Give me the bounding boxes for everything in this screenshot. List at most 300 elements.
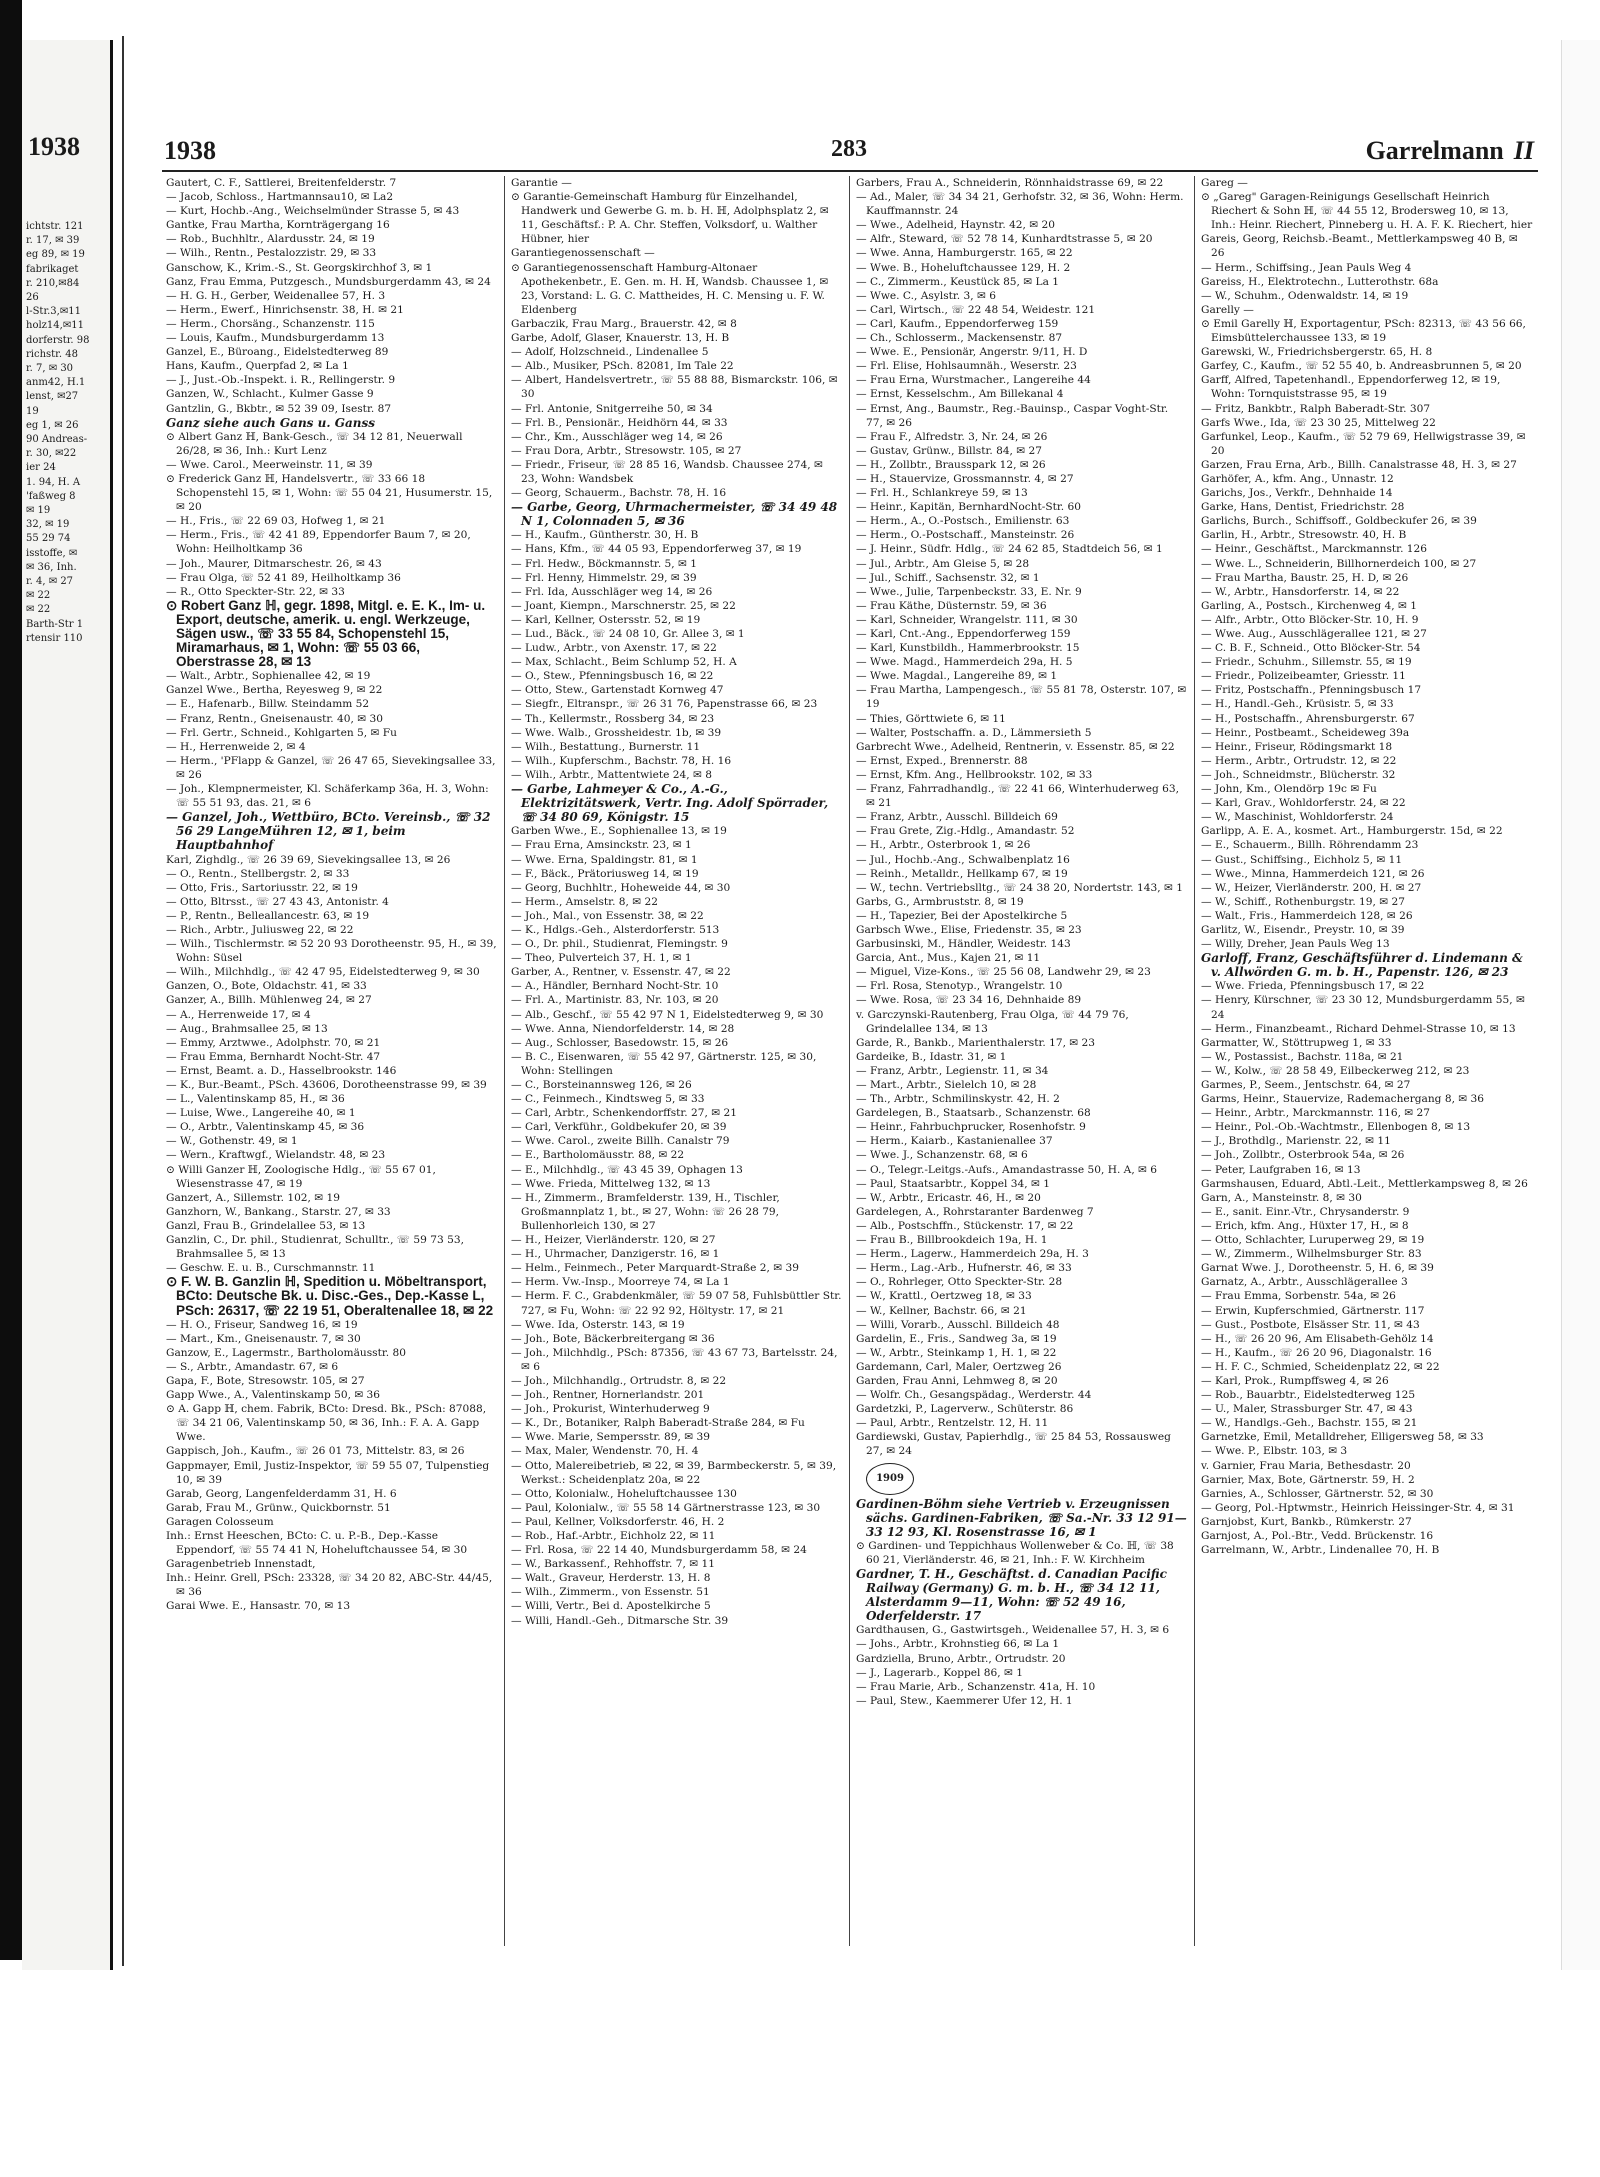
directory-entry: — Wwe. Magd., Hammerdeich 29a, H. 5 <box>856 656 1073 669</box>
directory-entry: Ganschow, K., Krim.-S., St. Georgskirchhof 3, ✉ 1 <box>166 261 433 274</box>
directory-entry: — Frau Marie, Arb., Schanzenstr. 41a, H. 10 <box>856 1680 1096 1693</box>
directory-entry: Gapp Wwe., A., Valentinskamp 50, ✉ 36 <box>166 1389 381 1402</box>
directory-entry: ⊙ Willi Ganzer ℍ, Zoologische Hdlg., ☏ 55 67 01, Wiesenstrasse 47, ✉ 19 <box>166 1163 436 1190</box>
directory-entry: — Wwe. C., Asylstr. 3, ✉ 6 <box>856 289 996 302</box>
directory-entry: — Wwe. L., Schneiderin, Billhornerdeich 100, ✉ 27 <box>1201 557 1477 570</box>
directory-entry: — Otto, Bltrsst., ☏ 27 43 43, Antonistr. 4 <box>166 895 389 908</box>
directory-entry: — Wwe. Anna, Hamburgerstr. 165, ✉ 22 <box>856 247 1073 260</box>
directory-entry: Garfey, C., Kaufm., ☏ 52 55 40, b. Andreasbrunnen 5, ✉ 20 <box>1201 360 1522 373</box>
directory-entry: — Aug., Brahmsallee 25, ✉ 13 <box>166 1022 328 1035</box>
directory-entry: — Emmy, Arztwwe., Adolphstr. 70, ✉ 21 <box>166 1036 381 1049</box>
directory-entry: — Erich, kfm. Ang., Hüxter 17, H., ✉ 8 <box>1201 1219 1409 1232</box>
directory-entry: — Joh., Klempnermeister, Kl. Schäferkamp 36a, H. 3, Wohn: ☏ 55 51 93, das. 21, ✉ 6 <box>166 783 489 810</box>
directory-entry: — H., Postschaffn., Ahrensburgerstr. 67 <box>1201 712 1415 725</box>
directory-entry: — Frau B., Billbrookdeich 19a, H. 1 <box>856 1234 1048 1247</box>
directory-entry: — Herm., Amselstr. 8, ✉ 22 <box>511 895 658 908</box>
directory-entry: Gardiewski, Gustav, Papierhdlg., ☏ 25 84 53, Rossausweg 27, ✉ 24 <box>856 1431 1171 1458</box>
directory-entry: Garnjost, A., Pol.-Btr., Vedd. Brückenstr. 16 <box>1201 1530 1434 1542</box>
directory-entry: — Wwe. Walb., Grossheidestr. 1b, ✉ 39 <box>511 726 722 739</box>
directory-entry: — Wilh., Kupferschm., Bachstr. 78, H. 16 <box>511 754 732 767</box>
directory-entry: — H., ☏ 26 20 96, Am Elisabeth-Gehölz 14 <box>1201 1332 1434 1345</box>
directory-entry: v. Garnier, Frau Maria, Bethesdastr. 20 <box>1201 1459 1411 1472</box>
directory-entry: — Jul., Schiff., Sachsenstr. 32, ✉ 1 <box>856 571 1040 584</box>
directory-entry: Gantzlin, G., Bkbtr., ✉ 52 39 09, Isestr. 87 <box>166 402 392 415</box>
directory-entry: — H., Uhrmacher, Danzigerstr. 16, ✉ 1 <box>511 1248 720 1261</box>
directory-entry: ⊙ Emil Garelly ℍ, Exportagentur, PSch: 82313, ☏ 43 56 66, Eimsbüttelerchaussee 133, ✉ 19 <box>1201 317 1526 345</box>
directory-entry: — Herm., Ewerf., Hinrichsenstr. 38, H. ✉ 21 <box>166 303 404 316</box>
firm-emblem: 1909 <box>866 1463 914 1495</box>
directory-entry: Garff, Alfred, Tapetenhandl., Eppendorferweg 12, ✉ 19, Wohn: Tornquiststrasse 95, ✉ 19 <box>1201 374 1501 401</box>
directory-entry: — O., Dr. phil., Studienrat, Flemingstr. 9 <box>511 938 728 951</box>
directory-entry: — Ad., Maler, ☏ 34 34 21, Gerhofstr. 32, ✉ 36, Wohn: Herm. Kauffmannstr. 24 <box>856 191 1184 218</box>
directory-entry: — Ernst, Beamt. a. D., Hasselbrookstr. 146 <box>166 1064 397 1077</box>
directory-entry: — Joh., Maurer, Ditmarschestr. 26, ✉ 43 <box>166 557 382 570</box>
directory-entry: — Garbe, Georg, Uhrmachermeister, ☏ 34 49 48 N 1, Colonnaden 5, ✉ 36 <box>511 500 838 529</box>
directory-entry: — Frl. B., Pensionär., Heidhörn 44, ✉ 33 <box>511 416 728 429</box>
directory-entry: — W., Arbtr., Hansdorferstr. 14, ✉ 22 <box>1201 585 1400 598</box>
directory-entry: v. Garczynski-Rautenberg, Frau Olga, ☏ 44 79 76, Grindelallee 134, ✉ 13 <box>856 1008 1129 1035</box>
directory-entry: — Wwe. Magdal., Langereihe 89, ✉ 1 <box>856 670 1058 683</box>
directory-entry: — W., Schuhm., Odenwaldstr. 14, ✉ 19 <box>1201 289 1409 302</box>
directory-entry: Garbsch Wwe., Elise, Friedenstr. 35, ✉ 23 <box>856 923 1082 936</box>
directory-column-1 <box>160 176 505 1946</box>
directory-entry: ⊙ Albert Ganz ℍ, Bank-Gesch., ☏ 34 12 81, Neuerwall 26/28, ✉ 36, Inh.: Kurt Lenz <box>166 430 463 457</box>
directory-entry: — Walter, Postschaffn. a. D., Lämmersieth 5 <box>856 726 1092 739</box>
directory-column-3 <box>850 176 1195 1946</box>
directory-entry: — Fritz, Postschaffn., Pfenningsbusch 17 <box>1201 684 1422 697</box>
directory-entry: — Thies, Görttwiete 6, ✉ 11 <box>856 712 1006 725</box>
directory-entry: — Paul, Kellner, Volksdorferstr. 46, H. 2 <box>511 1515 725 1528</box>
page-header <box>164 136 1534 172</box>
directory-entry: — Gust., Schiffsing., Eichholz 5, ✉ 11 <box>1201 853 1403 866</box>
directory-entry: Gantke, Frau Martha, Kornträgergang 16 <box>166 219 390 232</box>
directory-entry: — Karl, Schneider, Wrangelstr. 111, ✉ 30 <box>856 613 1078 626</box>
directory-entry: Garmes, P., Seem., Jentschstr. 64, ✉ 27 <box>1201 1079 1411 1091</box>
directory-entry: — Heinr., Geschäftst., Marckmannstr. 126 <box>1201 543 1428 556</box>
directory-entry: — Erwin, Kupferschmied, Gärtnerstr. 117 <box>1201 1304 1425 1317</box>
directory-entry: Garab, Frau M., Grünw., Quickbornstr. 51 <box>166 1501 391 1514</box>
directory-entry: Gareg — <box>1201 177 1248 189</box>
directory-entry: Garn, A., Mansteinstr. 8, ✉ 30 <box>1201 1191 1362 1204</box>
directory-entry: Gardziella, Bruno, Arbtr., Ortrudstr. 20 <box>856 1652 1066 1665</box>
directory-entry: — W., Kellner, Bachstr. 66, ✉ 21 <box>856 1304 1027 1317</box>
directory-entry: — Karl, Grav., Wohldorferstr. 24, ✉ 22 <box>1201 797 1406 810</box>
previous-page-line: ✉ 22 <box>26 590 51 602</box>
directory-entry: — K., Dr., Botaniker, Ralph Baberadt-Straße 284, ✉ Fu <box>511 1417 805 1430</box>
directory-entry: — Karl, Prok., Rumpffsweg 4, ✉ 26 <box>1201 1374 1389 1387</box>
directory-column-4 <box>1195 176 1540 1946</box>
directory-entry: — Miguel, Vize-Kons., ☏ 25 56 08, Landwehr 29, ✉ 23 <box>856 966 1151 979</box>
directory-entry: — Wwe. Ida, Osterstr. 143, ✉ 19 <box>511 1318 685 1331</box>
directory-entry: — Carl, Wirtsch., ☏ 22 48 54, Weidestr. 121 <box>856 303 1096 316</box>
previous-page-line: r. 30, ✉22 <box>26 448 77 460</box>
directory-entry: — Luise, Wwe., Langereihe 40, ✉ 1 <box>166 1107 356 1120</box>
directory-entry: — Herm., Schiffsing., Jean Pauls Weg 4 <box>1201 261 1412 274</box>
directory-entry: Garbe, Adolf, Glaser, Knauerstr. 13, H. B <box>511 332 730 345</box>
directory-entry: Garbrecht Wwe., Adelheid, Rentnerin, v. Essenstr. 85, ✉ 22 <box>856 740 1175 753</box>
directory-entry: — Heinr., Fahrbuchprucker, Rosenhofstr. 9 <box>856 1121 1086 1134</box>
directory-entry: — Walt., Arbtr., Sophienallee 42, ✉ 19 <box>166 670 371 683</box>
directory-entry: — S., Arbtr., Amandastr. 67, ✉ 6 <box>166 1360 339 1373</box>
previous-page-line: r. 4, ✉ 27 <box>26 576 74 588</box>
directory-entry: — A., Herrenweide 17, ✉ 4 <box>166 1008 311 1021</box>
directory-entry: — H., Kaufm., ☏ 26 20 96, Diagonalstr. 16 <box>1201 1346 1432 1359</box>
directory-entry: Gareis, Georg, Reichsb.-Beamt., Mettlerkampsweg 40 B, ✉ 26 <box>1201 233 1518 260</box>
directory-entry: Ganz, Frau Emma, Putzgesch., Mundsburgerdamm 43, ✉ 24 <box>166 275 491 288</box>
directory-entry: Gardemann, Carl, Maler, Oertzweg 26 <box>856 1360 1062 1373</box>
directory-entry: — Herm., A., O.-Postsch., Emilienstr. 63 <box>856 515 1070 528</box>
directory-entry: Ganzel, E., Büroang., Eidelstedterweg 89 <box>166 346 389 359</box>
directory-entry: Garewski, W., Friedrichsbergerstr. 65, H. 8 <box>1201 346 1433 359</box>
directory-entry: Garbaczik, Frau Marg., Brauerstr. 42, ✉ 8 <box>511 317 737 330</box>
directory-entry: — L., Valentinskamp 85, H., ✉ 36 <box>166 1093 345 1106</box>
directory-entry: — Friedr., Friseur, ☏ 28 85 16, Wandsb. Chaussee 274, ✉ 23, Wohn: Wandsbek <box>511 458 823 485</box>
directory-entry: — Georg, Schauerm., Bachstr. 78, H. 16 <box>511 487 727 500</box>
directory-entry: — Wilh., Milchhdlg., ☏ 42 47 95, Eidelstedterweg 9, ✉ 30 <box>166 966 480 979</box>
directory-entry: Garrelmann, W., Arbtr., Lindenallee 70, H. B <box>1201 1544 1440 1557</box>
directory-entry: Garfunkel, Leop., Kaufm., ☏ 52 79 69, Hellwigstrasse 39, ✉ 20 <box>1201 430 1526 457</box>
directory-entry: — Wwe. B., Hoheluftchaussee 129, H. 2 <box>856 261 1071 274</box>
directory-entry: Garagenbetrieb Innenstadt, <box>166 1558 316 1571</box>
directory-entry: — Herm., Kaiarb., Kastanienallee 37 <box>856 1135 1053 1148</box>
directory-entry: Hans, Kaufm., Querpfad 2, ✉ La 1 <box>166 360 349 373</box>
directory-entry: — Frl. A., Martinistr. 83, Nr. 103, ✉ 20 <box>511 994 719 1007</box>
directory-entry: — Lud., Bäck., ☏ 24 08 10, Gr. Allee 3, ✉ 1 <box>511 628 745 640</box>
directory-entry: — Helm., Feinmech., Peter Marquardt-Straße 2, ✉ 39 <box>511 1262 799 1275</box>
directory-entry: — Mart., Arbtr., Sielelch 10, ✉ 28 <box>856 1079 1037 1091</box>
directory-entry: — W., Schiff., Rothenburgstr. 19, ✉ 27 <box>1201 895 1405 908</box>
directory-entry: Gardelegen, B., Staatsarb., Schanzenstr. 68 <box>856 1107 1091 1120</box>
directory-entry: Gardelin, E., Fris., Sandweg 3a, ✉ 19 <box>856 1332 1057 1345</box>
directory-entry: — Franz, Arbtr., Legienstr. 11, ✉ 34 <box>856 1064 1049 1077</box>
directory-entry: — W., Gothenstr. 49, ✉ 1 <box>166 1135 298 1148</box>
directory-entry: — H., Fris., ☏ 22 69 03, Hofweg 1, ✉ 21 <box>166 515 386 528</box>
directory-entry: — Garbe, Lahmeyer & Co., A.-G., Elektrizitätswerk, Vertr. Ing. Adolf Spörrader, ☏ 34 80 69, Königstr. 15 <box>511 782 829 825</box>
directory-entry: — Chr., Km., Ausschläger weg 14, ✉ 26 <box>511 430 723 443</box>
directory-entry: — Frau Emma, Bernhardt Nocht-Str. 47 <box>166 1050 381 1063</box>
directory-entry: — Jul., Arbtr., Am Gleise 5, ✉ 28 <box>856 557 1030 570</box>
directory-entry: — Peter, Laufgraben 16, ✉ 13 <box>1201 1163 1361 1176</box>
directory-entry: Garbs, G., Armbruststr. 8, ✉ 19 <box>856 895 1024 908</box>
directory-entry: — Paul, Kolonialw., ☏ 55 58 14 Gärtnerstrasse 123, ✉ 30 <box>511 1501 821 1514</box>
directory-entry: — W., Postassist., Bachstr. 118a, ✉ 21 <box>1201 1050 1404 1063</box>
previous-page-line: holz14,✉11 <box>26 320 84 332</box>
directory-entry: — K., Bur.-Beamt., PSch. 43606, Dorotheenstrasse 99, ✉ 39 <box>166 1079 487 1091</box>
directory-entry: — Geschw. E. u. B., Curschmannstr. 11 <box>166 1262 376 1275</box>
directory-entry: Gapa, F., Bote, Stresowstr. 105, ✉ 27 <box>166 1374 365 1387</box>
previous-page-line: l-Str.3,✉11 <box>26 306 81 318</box>
directory-entry: — Frl. Gertr., Schneid., Kohlgarten 5, ✉ Fu <box>166 726 397 739</box>
directory-entry: — Otto, Malereibetrieb, ✉ 22, ✉ 39, Barmbeckerstr. 5, ✉ 39, Werkst.: Scheidenplatz 20a, ✉ 22 <box>511 1459 837 1486</box>
directory-entry: — Frl. Henny, Himmelstr. 29, ✉ 39 <box>511 571 697 584</box>
directory-entry: — Alb., Musiker, PSch. 82081, Im Tale 22 <box>511 360 734 373</box>
directory-entry: Garlipp, A. E. A., kosmet. Art., Hamburgerstr. 15d, ✉ 22 <box>1201 825 1503 838</box>
directory-entry: — Gust., Postbote, Elsässer Str. 11, ✉ 43 <box>1201 1318 1420 1331</box>
directory-entry: — Otto, Stew., Gartenstadt Kornweg 47 <box>511 684 724 697</box>
directory-entry: Karl, Zighdlg., ☏ 26 39 69, Sievekingsallee 13, ✉ 26 <box>166 853 451 866</box>
directory-entry: Inh.: Heinr. Grell, PSch: 23328, ☏ 34 20 82, ABC-Str. 44/45, ✉ 36 <box>166 1572 493 1599</box>
directory-entry: — H., Zollbtr., Brausspark 12, ✉ 26 <box>856 458 1046 471</box>
directory-entry: — Heinr., Friseur, Rödingsmarkt 18 <box>1201 740 1393 753</box>
directory-entry: — Frl. Rosa, Stenotyp., Wrangelstr. 10 <box>856 980 1063 993</box>
directory-entry: Garagen Colosseum <box>166 1515 274 1528</box>
directory-entry: — Ernst, Exped., Brennerstr. 88 <box>856 754 1028 767</box>
directory-entry: Garben Wwe., E., Sophienallee 13, ✉ 19 <box>511 825 727 838</box>
directory-entry: — Alb., Postschffn., Stückenstr. 17, ✉ 22 <box>856 1219 1074 1232</box>
directory-entry: — Wolfr. Ch., Gesangspädag., Werderstr. 44 <box>856 1389 1092 1402</box>
directory-entry: — H. G. H., Gerber, Weidenallee 57, H. 3 <box>166 289 386 302</box>
directory-entry: — H. O., Friseur, Sandweg 16, ✉ 19 <box>166 1318 358 1331</box>
directory-entry: — Frau Martha, Lampengesch., ☏ 55 81 78, Osterstr. 107, ✉ 19 <box>856 684 1187 711</box>
directory-entry: Garbers, Frau A., Schneiderin, Rönnhaidstrasse 69, ✉ 22 <box>856 177 1164 189</box>
directory-entry: Garmshausen, Eduard, Abtl.-Leit., Mettlerkampsweg 8, ✉ 26 <box>1201 1177 1528 1190</box>
volume-number: II <box>1513 136 1534 165</box>
directory-entry: Garnat Wwe. J., Dorotheenstr. 5, H. 6, ✉ 39 <box>1201 1262 1434 1275</box>
directory-entry: — Walt., Graveur, Herderstr. 13, H. 8 <box>511 1572 711 1585</box>
directory-entry: — Alfr., Steward, ☏ 52 78 14, Kunhardtstrasse 5, ✉ 20 <box>856 233 1153 246</box>
directory-entry: — C., Feinmech., Kindtsweg 5, ✉ 33 <box>511 1093 705 1106</box>
directory-entry: — Joh., Milchhandlg., Ortrudstr. 8, ✉ 22 <box>511 1374 727 1387</box>
directory-entry: — K., Hdlgs.-Geh., Alsterdorferstr. 513 <box>511 923 720 936</box>
directory-entry: Garling, A., Postsch., Kirchenweg 4, ✉ 1 <box>1201 599 1417 612</box>
running-title-name: Garrelmann <box>1365 136 1504 165</box>
directory-entry: — R., Otto Speckter-Str. 22, ✉ 33 <box>166 585 345 598</box>
directory-entry: — Wwe., Adelheid, Haynstr. 42, ✉ 20 <box>856 219 1056 232</box>
directory-entry: Garber, A., Rentner, v. Essenstr. 47, ✉ 22 <box>511 966 731 979</box>
directory-entry: — Ernst, Kfm. Ang., Hellbrookstr. 102, ✉ 33 <box>856 768 1093 781</box>
directory-entry: ⊙ A. Gapp ℍ, chem. Fabrik, BCto: Dresd. Bk., PSch: 87088, ☏ 34 21 06, Valentinskamp 50, ✉ 36, Inh.: F. A. A. Gapp Wwe. <box>166 1403 487 1444</box>
directory-entry: — Herm., O.-Postschaff., Mansteinstr. 26 <box>856 529 1075 542</box>
directory-entry: — Frau Käthe, Düsternstr. 59, ✉ 36 <box>856 599 1047 612</box>
directory-entry: Gardthausen, G., Gastwirtsgeh., Weidenallee 57, H. 3, ✉ 6 <box>856 1624 1170 1637</box>
directory-entry: Garde, R., Bankb., Marienthalerstr. 17, ✉ 23 <box>856 1036 1096 1049</box>
previous-page-line: 32, ✉ 19 <box>26 519 70 531</box>
directory-entry: — Frau Emma, Sorbenstr. 54a, ✉ 26 <box>1201 1290 1396 1303</box>
previous-page-line: richstr. 48 <box>26 348 78 360</box>
directory-entry: Gardinen-Böhm siehe Vertrieb v. Erzeugnissen sächs. Gardinen-Fabriken, ☏ Sa.-Nr. 33 12 91—33 12 93, Kl. Rosenstrasse 16, ✉ 1 <box>856 1496 1187 1539</box>
book-binding <box>0 0 22 1960</box>
directory-entry: — Wilh., Bestattung., Burnerstr. 11 <box>511 740 701 753</box>
directory-entry: — Paul, Stew., Kaemmerer Ufer 12, H. 1 <box>856 1694 1073 1707</box>
directory-entry: Garmatter, W., Stöttrupweg 1, ✉ 33 <box>1201 1036 1392 1049</box>
directory-entry: — Otto, Fris., Sartoriusstr. 22, ✉ 19 <box>166 881 358 894</box>
directory-entry: — Rob., Haf.-Arbtr., Eichholz 22, ✉ 11 <box>511 1530 716 1542</box>
directory-entry: — O., Rentn., Stellbergstr. 2, ✉ 33 <box>166 867 350 880</box>
directory-entry: ⊙ „Gareg" Garagen-Reinigungs Gesellschaft Heinrich Riechert & Sohn ℍ, ☏ 44 55 12, Brodersweg 10, ✉ 13, Inh.: Heinr. Riechert, Pinneberg u. H. A. F. K. Riechert, hier <box>1201 191 1533 232</box>
directory-entry: — B. C., Eisenwaren, ☏ 55 42 97, Gärtnerstr. 125, ✉ 30, Wohn: Stellingen <box>511 1050 817 1077</box>
directory-entry: — C., Borsteinannsweg 126, ✉ 26 <box>511 1079 692 1091</box>
previous-page-line: ichtstr. 121 <box>26 221 84 232</box>
directory-entry: — Wwe. Rosa, ☏ 23 34 16, Dehnhaide 89 <box>856 994 1082 1007</box>
directory-entry: — Karl, Kellner, Ostersstr. 52, ✉ 19 <box>511 613 701 626</box>
directory-entry: — A., Händler, Bernhard Nocht-Str. 10 <box>511 980 719 993</box>
directory-entry: — Henry, Kürschner, ☏ 23 30 12, Mundsburgerdamm 55, ✉ 24 <box>1201 994 1525 1021</box>
directory-entry: ⊙ Garantie-Gemeinschaft Hamburg für Einzelhandel, Handwerk und Gewerbe G. m. b. H. ℍ, Adolphsplatz 2, ✉ 11, Geschäftsf.: P. A. Chr. Steffen, Volksdorf, u. Walther Hübner, hier <box>511 191 829 246</box>
directory-entry: — Adolf, Holzschneid., Lindenallee 5 <box>511 346 709 359</box>
directory-entry: — Wwe. P., Elbstr. 103, ✉ 3 <box>1201 1445 1348 1458</box>
directory-entry: — O., Arbtr., Valentinskamp 45, ✉ 36 <box>166 1121 365 1134</box>
page-right-margin <box>1561 40 1600 1970</box>
directory-entry: — Carl, Kaufm., Eppendorferweg 159 <box>856 317 1059 330</box>
directory-entry: Garnies, A., Schlosser, Gärtnerstr. 52, ✉ 30 <box>1201 1487 1434 1500</box>
directory-entry: — Albert, Handelsvertretr., ☏ 55 88 88, Bismarckstr. 106, ✉ 30 <box>511 374 838 401</box>
directory-entry: — Wwe. E., Pensionär, Angerstr. 9/11, H. D <box>856 346 1088 359</box>
directory-entry: Garms, Heinr., Stauervize, Rademachergang 8, ✉ 36 <box>1201 1093 1485 1106</box>
directory-entry: — F., Bäck., Prätoriusweg 14, ✉ 19 <box>511 867 699 880</box>
directory-entry: — Wwe. Marie, Sempersstr. 89, ✉ 39 <box>511 1431 710 1444</box>
previous-page-line: 'faßweg 8 <box>26 490 76 502</box>
directory-entry: — U., Maler, Strassburger Str. 47, ✉ 43 <box>1201 1403 1413 1416</box>
directory-entry: — H., Arbtr., Osterbrook 1, ✉ 26 <box>856 839 1031 852</box>
directory-entry: — Alfr., Arbtr., Otto Blöcker-Str. 10, H. 9 <box>1201 613 1419 626</box>
directory-entry: — Herm., Arbtr., Ortrudstr. 12, ✉ 22 <box>1201 754 1397 767</box>
directory-entry: — Franz, Arbtr., Ausschl. Billdeich 69 <box>856 811 1058 824</box>
directory-entry: — Wwe. Frieda, Mittelweg 132, ✉ 13 <box>511 1177 711 1190</box>
directory-entry: — Theo, Pulverteich 37, H. 1, ✉ 1 <box>511 952 692 965</box>
directory-entry: — Joh., Mal., von Essenstr. 38, ✉ 22 <box>511 909 704 922</box>
directory-entry: — Joh., Bote, Bäckerbreitergang ✉ 36 <box>511 1332 715 1345</box>
directory-entry: — Mart., Km., Gneisenaustr. 7, ✉ 30 <box>166 1332 361 1345</box>
directory-entry: — Frl. H., Schlankreye 59, ✉ 13 <box>856 487 1028 500</box>
directory-entry: — O., Rohrleger, Otto Speckter-Str. 28 <box>856 1276 1063 1289</box>
directory-entry: Garden, Frau Anni, Lehmweg 8, ✉ 20 <box>856 1374 1058 1387</box>
directory-entry: — Hans, Kfm., ☏ 44 05 93, Eppendorferweg 37, ✉ 19 <box>511 543 802 556</box>
previous-page-fragments <box>26 220 106 646</box>
directory-entry: — Jul., Hochb.-Ang., Schwalbenplatz 16 <box>856 853 1070 866</box>
previous-page-line: anm42, H.1 <box>26 377 86 389</box>
previous-page-line: lenst, ✉27 <box>26 391 79 403</box>
previous-page-line: 55 29 74 <box>26 533 71 545</box>
directory-entry: — Walt., Fris., Hammerdeich 128, ✉ 26 <box>1201 909 1413 922</box>
previous-page-line: fabrikaget <box>26 263 79 275</box>
page-number: 283 <box>831 136 867 162</box>
directory-entry: — Herm., Lag.-Arb., Hufnerstr. 46, ✉ 33 <box>856 1262 1072 1275</box>
directory-entry: — Georg, Buchhltr., Hoheweide 44, ✉ 30 <box>511 881 731 894</box>
running-title <box>1366 136 1534 166</box>
previous-page-line: ✉ 22 <box>26 604 51 616</box>
directory-entry: Ganzlin, C., Dr. phil., Studienrat, Schulltr., ☏ 59 73 53, Brahmsallee 5, ✉ 13 <box>166 1234 464 1261</box>
directory-entry: — Max, Maler, Wendenstr. 70, H. 4 <box>511 1445 699 1458</box>
directory-entry: — Wwe. Aug., Ausschlägerallee 121, ✉ 27 <box>1201 628 1427 640</box>
directory-entry: Garnjobst, Kurt, Bankb., Rümkerstr. 27 <box>1201 1515 1412 1528</box>
previous-page-line: r. 210,✉84 <box>26 277 80 289</box>
directory-entry: Garantiegenossenschaft — <box>511 247 655 260</box>
directory-entry: — Frau Grete, Zig.-Hdlg., Amandastr. 52 <box>856 825 1075 838</box>
directory-entry: Garlitz, W., Eisendr., Preystr. 10, ✉ 39 <box>1201 923 1405 936</box>
directory-entry: — Jacob, Schloss., Hartmannsau10, ✉ La2 <box>166 191 394 204</box>
directory-entry: — E., Milchhdlg., ☏ 43 45 39, Ophagen 13 <box>511 1163 743 1176</box>
directory-entry: — H., Kaufm., Güntherstr. 30, H. B <box>511 529 699 542</box>
directory-entry: — Louis, Kaufm., Mundsburgerdamm 13 <box>166 332 385 345</box>
directory-entry: — Siegfr., Eltranspr., ☏ 26 31 76, Papenstrasse 66, ✉ 23 <box>511 698 818 711</box>
directory-entry: — Heinr., Pol.-Ob.-Wachtmstr., Ellenbogen 8, ✉ 13 <box>1201 1121 1471 1134</box>
directory-entry: — Frau F., Alfredstr. 3, Nr. 24, ✉ 26 <box>856 430 1048 443</box>
directory-entry: — Herm., Chorsäng., Schanzenstr. 115 <box>166 317 375 330</box>
directory-entry: — Herm., Lagerw., Hammerdeich 29a, H. 3 <box>856 1248 1089 1261</box>
directory-entry: — O., Stew., Pfenningsbusch 16, ✉ 22 <box>511 670 714 683</box>
directory-entry: — E., Hafenarb., Billw. Steindamm 52 <box>166 698 370 711</box>
directory-entry: Ganzow, E., Lagermstr., Bartholomäusstr. 80 <box>166 1346 406 1359</box>
directory-entry: — Willi, Handl.-Geh., Ditmarsche Str. 39 <box>511 1614 729 1627</box>
directory-entry: Garbusinski, M., Händler, Weidestr. 143 <box>856 938 1071 951</box>
directory-entry: — John, Km., Olendörp 19c ✉ Fu <box>1201 783 1377 796</box>
directory-entry: — Otto, Schlachter, Luruperweg 29, ✉ 19 <box>1201 1234 1425 1247</box>
directory-entry: Garhöfer, A., kfm. Ang., Unnastr. 12 <box>1201 472 1394 485</box>
directory-entry: — H., Stauervize, Grossmannstr. 4, ✉ 27 <box>856 472 1074 485</box>
directory-entry: — Heinr., Kapitän, BernhardNocht-Str. 60 <box>856 501 1082 514</box>
directory-entry: — Wilh., Zimmerm., von Essenstr. 51 <box>511 1586 710 1599</box>
directory-entry: — W., Kolw., ☏ 28 58 49, Eilbeckerweg 212, ✉ 23 <box>1201 1064 1470 1077</box>
directory-entry: — W., Arbtr., Steinkamp 1, H. 1, ✉ 22 <box>856 1346 1057 1359</box>
directory-entry: Gardelegen, A., Rohrstaranter Bardenweg 7 <box>856 1205 1094 1218</box>
directory-entry: — E., sanit. Einr.-Vtr., Chrysanderstr. 9 <box>1201 1205 1410 1218</box>
directory-entry: Ganzer, A., Billh. Mühlenweg 24, ✉ 27 <box>166 994 372 1007</box>
directory-entry: — C. B. F., Schneid., Otto Blöcker-Str. 54 <box>1201 642 1421 655</box>
directory-entry: — E., Bartholomäusstr. 88, ✉ 22 <box>511 1149 685 1162</box>
directory-entry: ⊙ Garantiegenossenschaft Hamburg-Altonaer Apothekenbetr., E. Gen. m. H. ℍ, Wandsb. Chaussee 1, ✉ 23, Vorstand: L. G. C. Mattheides, H. C. Mensing u. F. W. Eldenberg <box>511 261 829 316</box>
directory-entry: — Ch., Schlosserm., Mackensenstr. 87 <box>856 332 1063 345</box>
directory-columns <box>160 176 1540 1946</box>
directory-entry: — W., Zimmerm., Wilhelmsburger Str. 83 <box>1201 1248 1422 1261</box>
previous-page-line: ier 24 <box>26 462 56 474</box>
directory-entry: Ganzen, O., Bote, Oldachstr. 41, ✉ 33 <box>166 980 367 993</box>
directory-entry: — Friedr., Schuhm., Sillemstr. 55, ✉ 19 <box>1201 656 1412 669</box>
previous-page-edge <box>22 40 113 1970</box>
directory-entry: — W., Arbtr., Ericastr. 46, H., ✉ 20 <box>856 1191 1041 1204</box>
directory-page <box>122 36 1564 1966</box>
directory-entry: — Aug., Schlosser, Basedowstr. 15, ✉ 26 <box>511 1036 729 1049</box>
directory-entry: Garai Wwe. E., Hansastr. 70, ✉ 13 <box>166 1600 351 1613</box>
directory-entry: — Fritz, Bankbtr., Ralph Baberadt-Str. 307 <box>1201 402 1431 415</box>
directory-entry: Garcia, Ant., Mus., Kajen 21, ✉ 11 <box>856 952 1041 965</box>
directory-entry: — Franz, Fahrradhandlg., ☏ 22 41 66, Winterhuderweg 63, ✉ 21 <box>856 783 1179 810</box>
directory-entry: Ganzert, A., Sillemstr. 102, ✉ 19 <box>166 1191 341 1204</box>
directory-entry: — Herm., 'PFlapp & Ganzel, ☏ 26 47 65, Sievekingsallee 33, ✉ 26 <box>166 754 496 781</box>
directory-entry: — Willy, Dreher, Jean Pauls Weg 13 <box>1201 938 1390 951</box>
directory-entry: ⊙ Gardinen- und Teppichhaus Wollenweber & Co. ℍ, ☏ 38 60 21, Vierländerstr. 46, ✉ 21, Inh.: F. W. Kirchheim <box>856 1539 1174 1566</box>
directory-entry: — Willi, Vertr., Bei d. Apostelkirche 5 <box>511 1600 711 1613</box>
directory-entry: — Gustav, Grünw., Billstr. 84, ✉ 27 <box>856 444 1043 457</box>
directory-entry: — H., Zimmerm., Bramfelderstr. 139, H., Tischler, Großmannplatz 1, bt., ✉ 27, Wohn: ☏ 26 28 79, Bullenhorleich 130, ✉ 27 <box>511 1191 780 1232</box>
directory-entry: — H., Handl.-Geh., Krüsistr. 5, ✉ 33 <box>1201 698 1394 711</box>
directory-entry: Gardetzki, P., Lagerverw., Schüterstr. 86 <box>856 1403 1074 1416</box>
previous-page-line: 90 Andreas- <box>26 434 88 446</box>
directory-entry: Garke, Hans, Dentist, Friedrichstr. 28 <box>1201 501 1405 514</box>
directory-entry: Garab, Georg, Langenfelderdamm 31, H. 6 <box>166 1487 397 1500</box>
directory-entry: — Heinr., Arbtr., Marckmannstr. 116, ✉ 27 <box>1201 1107 1431 1120</box>
directory-entry: — P., Rentn., Belleallancestr. 63, ✉ 19 <box>166 909 370 922</box>
directory-entry: — C., Zimmerm., Keustück 85, ✉ La 1 <box>856 275 1059 288</box>
directory-entry: — Joh., Zollbtr., Osterbrook 54a, ✉ 26 <box>1201 1149 1405 1162</box>
directory-entry: — Otto, Kolonialw., Hoheluftchaussee 130 <box>511 1487 737 1500</box>
directory-entry: Garelly — <box>1201 303 1254 316</box>
previous-page-year: 1938 <box>28 132 80 161</box>
directory-entry: — W., Handlgs.-Geh., Bachstr. 155, ✉ 21 <box>1201 1417 1418 1430</box>
directory-entry: Garlin, H., Arbtr., Stresowstr. 40, H. B <box>1201 529 1407 542</box>
directory-entry: Ganzl, Frau B., Grindelallee 53, ✉ 13 <box>166 1219 366 1232</box>
directory-entry: — Wwe. Carol., Meerweinstr. 11, ✉ 39 <box>166 458 373 471</box>
directory-entry: — Frl. Hedw., Böckmannstr. 5, ✉ 1 <box>511 557 698 570</box>
directory-entry: — Herm., Fris., ☏ 42 41 89, Eppendorfer Baum 7, ✉ 20, Wohn: Heilholtkamp 36 <box>166 529 471 556</box>
directory-entry: — Joh., Milchhdlg., PSch: 87356, ☏ 43 67 73, Bartelsstr. 24, ✉ 6 <box>511 1346 838 1373</box>
directory-entry: Garloff, Franz, Geschäftsführer d. Lindemann & v. Allwörden G. m. b. H., Papenstr. 126, ✉ 23 <box>1201 951 1523 980</box>
directory-entry: Gardner, T. H., Geschäftst. d. Canadian Pacific Railway (Germany) G. m. b. H., ☏ 34 12 11, Alsterdamm 9—11, Wohn: ☏ 52 49 16, Oderfelderstr. 17 <box>856 1567 1167 1624</box>
directory-entry: — Ludw., Arbtr., von Axenstr. 17, ✉ 22 <box>511 642 717 655</box>
directory-entry: — Rob., Bauarbtr., Eidelstedterweg 125 <box>1201 1389 1416 1402</box>
directory-entry: — H., Heizer, Vierländerstr. 120, ✉ 27 <box>511 1234 716 1247</box>
directory-entry: — Frl. Antonie, Snitgerreihe 50, ✉ 34 <box>511 402 713 415</box>
directory-entry: Ganz siehe auch Gans u. Ganss <box>166 415 375 430</box>
